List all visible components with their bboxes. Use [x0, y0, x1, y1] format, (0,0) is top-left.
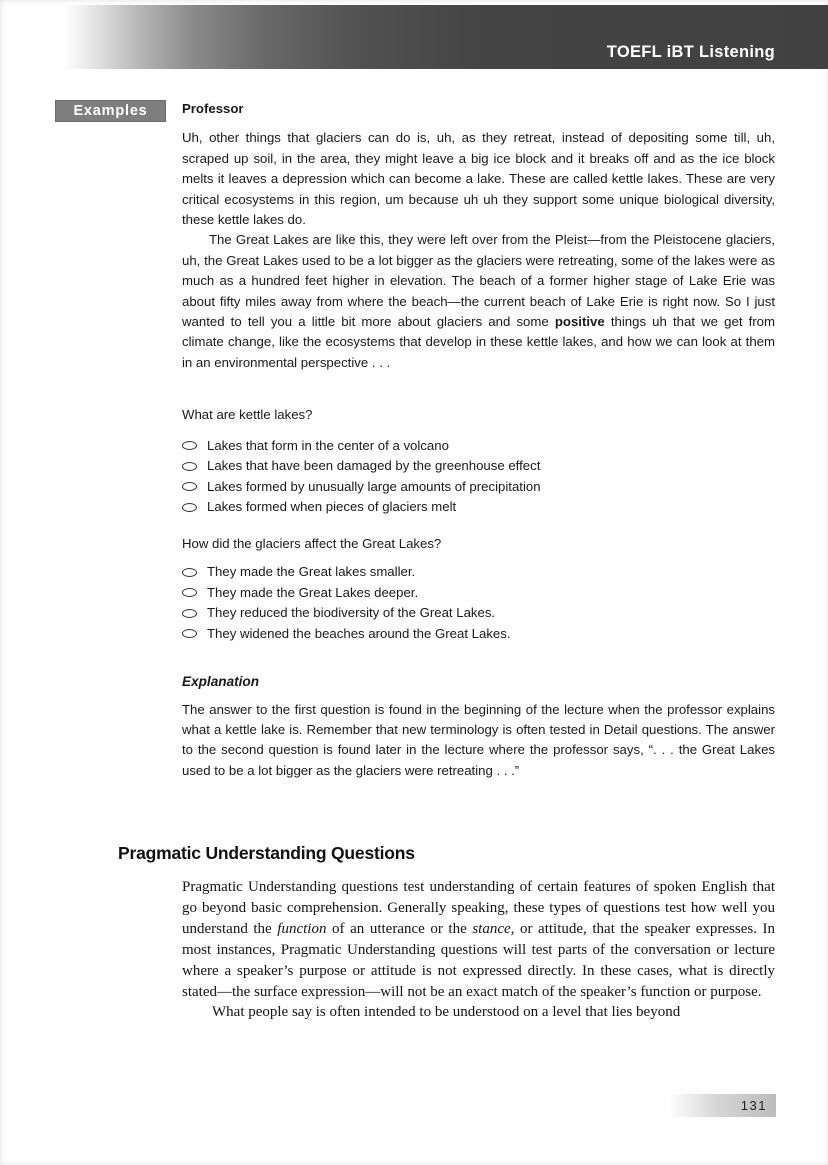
italic-word-function: function [277, 920, 327, 937]
radio-oval-icon [182, 609, 197, 618]
answer-option [182, 436, 775, 457]
radio-oval-icon [182, 441, 197, 450]
option-label: They made the Great lakes smaller. [207, 564, 416, 580]
option-label: They reduced the biodiversity of the Great Lakes. [207, 605, 496, 621]
bold-word-positive: positive [554, 314, 605, 330]
radio-oval-icon [182, 462, 197, 471]
answer-option [182, 477, 775, 498]
text-run: The Great Lakes are like this, they were left over from the Pleist—from the Pleistocene glaciers, uh, the Great Lakes used to be a lot bigger as the glaciers were retreating, some of the lakes were as much as a hundred feet higher in elevation. The beach of a former higher stage of Lake Erie was about fifty miles away from where the beach—the current beach of Lake Erie is right now. So I just wanted to tell you a little bit more about glaciers and some [182, 232, 775, 330]
question-2-options [182, 562, 775, 644]
speaker-heading: Professor [182, 101, 244, 116]
section-body [182, 877, 775, 1023]
answer-option [182, 603, 775, 624]
chapter-title: TOEFL iBT Listening [606, 43, 775, 61]
question-2-text: How did the glaciers affect the Great Lakes? [182, 535, 442, 551]
option-label: They widened the beaches around the Great Lakes. [207, 625, 511, 641]
option-label: Lakes formed when pieces of glaciers melt [207, 499, 457, 515]
option-label: They made the Great Lakes deeper. [207, 584, 419, 600]
option-label: Lakes that have been damaged by the greenhouse effect [207, 458, 541, 474]
main-column [182, 99, 775, 781]
option-label: Lakes formed by unusually large amounts of precipitation [207, 478, 541, 494]
question-1-options [182, 436, 775, 518]
radio-oval-icon [182, 568, 197, 577]
text-run: of an utterance or the [326, 920, 473, 937]
page-number-bar [668, 1094, 776, 1117]
answer-option [182, 562, 775, 583]
pragmatic-paragraph-1 [182, 877, 775, 1002]
option-label: Lakes that form in the center of a volcano [207, 437, 449, 453]
radio-oval-icon [182, 629, 197, 638]
section-heading: Pragmatic Understanding Questions [118, 843, 415, 863]
answer-option [182, 624, 775, 645]
text-run: things uh that we get from climate change, like the ecosystems that develop in these kettle lakes, and how we can look at them in an environmental perspective . . . [182, 314, 776, 370]
italic-word-stance: stance, [472, 920, 515, 937]
examples-label: Examples [55, 100, 166, 122]
answer-option [182, 583, 775, 604]
question-1-text: What are kettle lakes? [182, 407, 313, 423]
professor-paragraph-2 [182, 230, 775, 373]
explanation-heading: Explanation [182, 674, 260, 690]
chapter-header-bar [64, 5, 828, 69]
page-number: 131 [740, 1098, 767, 1113]
answer-option [182, 456, 775, 477]
pragmatic-paragraph-2: What people say is often intended to be understood on a level that lies beyond [212, 1004, 681, 1021]
answer-option [182, 497, 775, 518]
text-run: Pragmatic Understanding questions test understanding of certain features of spoken English that go beyond basic comprehension. Generally speaking, these types of questions test how well you understand the [182, 879, 775, 937]
radio-oval-icon [182, 503, 197, 512]
radio-oval-icon [182, 482, 197, 491]
radio-oval-icon [182, 588, 197, 597]
explanation-paragraph: The answer to the first question is found in the beginning of the lecture when the professor explains what a kettle lake is. Remember that new terminology is often tested in Detail questions. The answer to the second question is found later in the lecture where the professor says, “. . . the Great Lakes used to be a lot bigger as the glaciers were retreating . . .” [182, 701, 775, 778]
professor-paragraph-1: Uh, other things that glaciers can do is, uh, as they retreat, instead of depositing some till, uh, scraped up soil, in the area, they might leave a big ice block and it breaks off and as the ice block melts it leaves a depression which can become a lake. These are called kettle lakes. These are very critical ecosystems in this region, um because uh uh they support some unique biological diversity, these kettle lakes do. [182, 130, 775, 228]
text-run: or attitude, that the speaker expresses. In most instances, Pragmatic Understanding questions will test parts of the conversation or lecture where a speaker’s purpose or attitude is not expressed directly. In these cases, what is directly stated—the surface expression—will not be an exact match of the speaker’s function or purpose. [182, 920, 776, 1000]
